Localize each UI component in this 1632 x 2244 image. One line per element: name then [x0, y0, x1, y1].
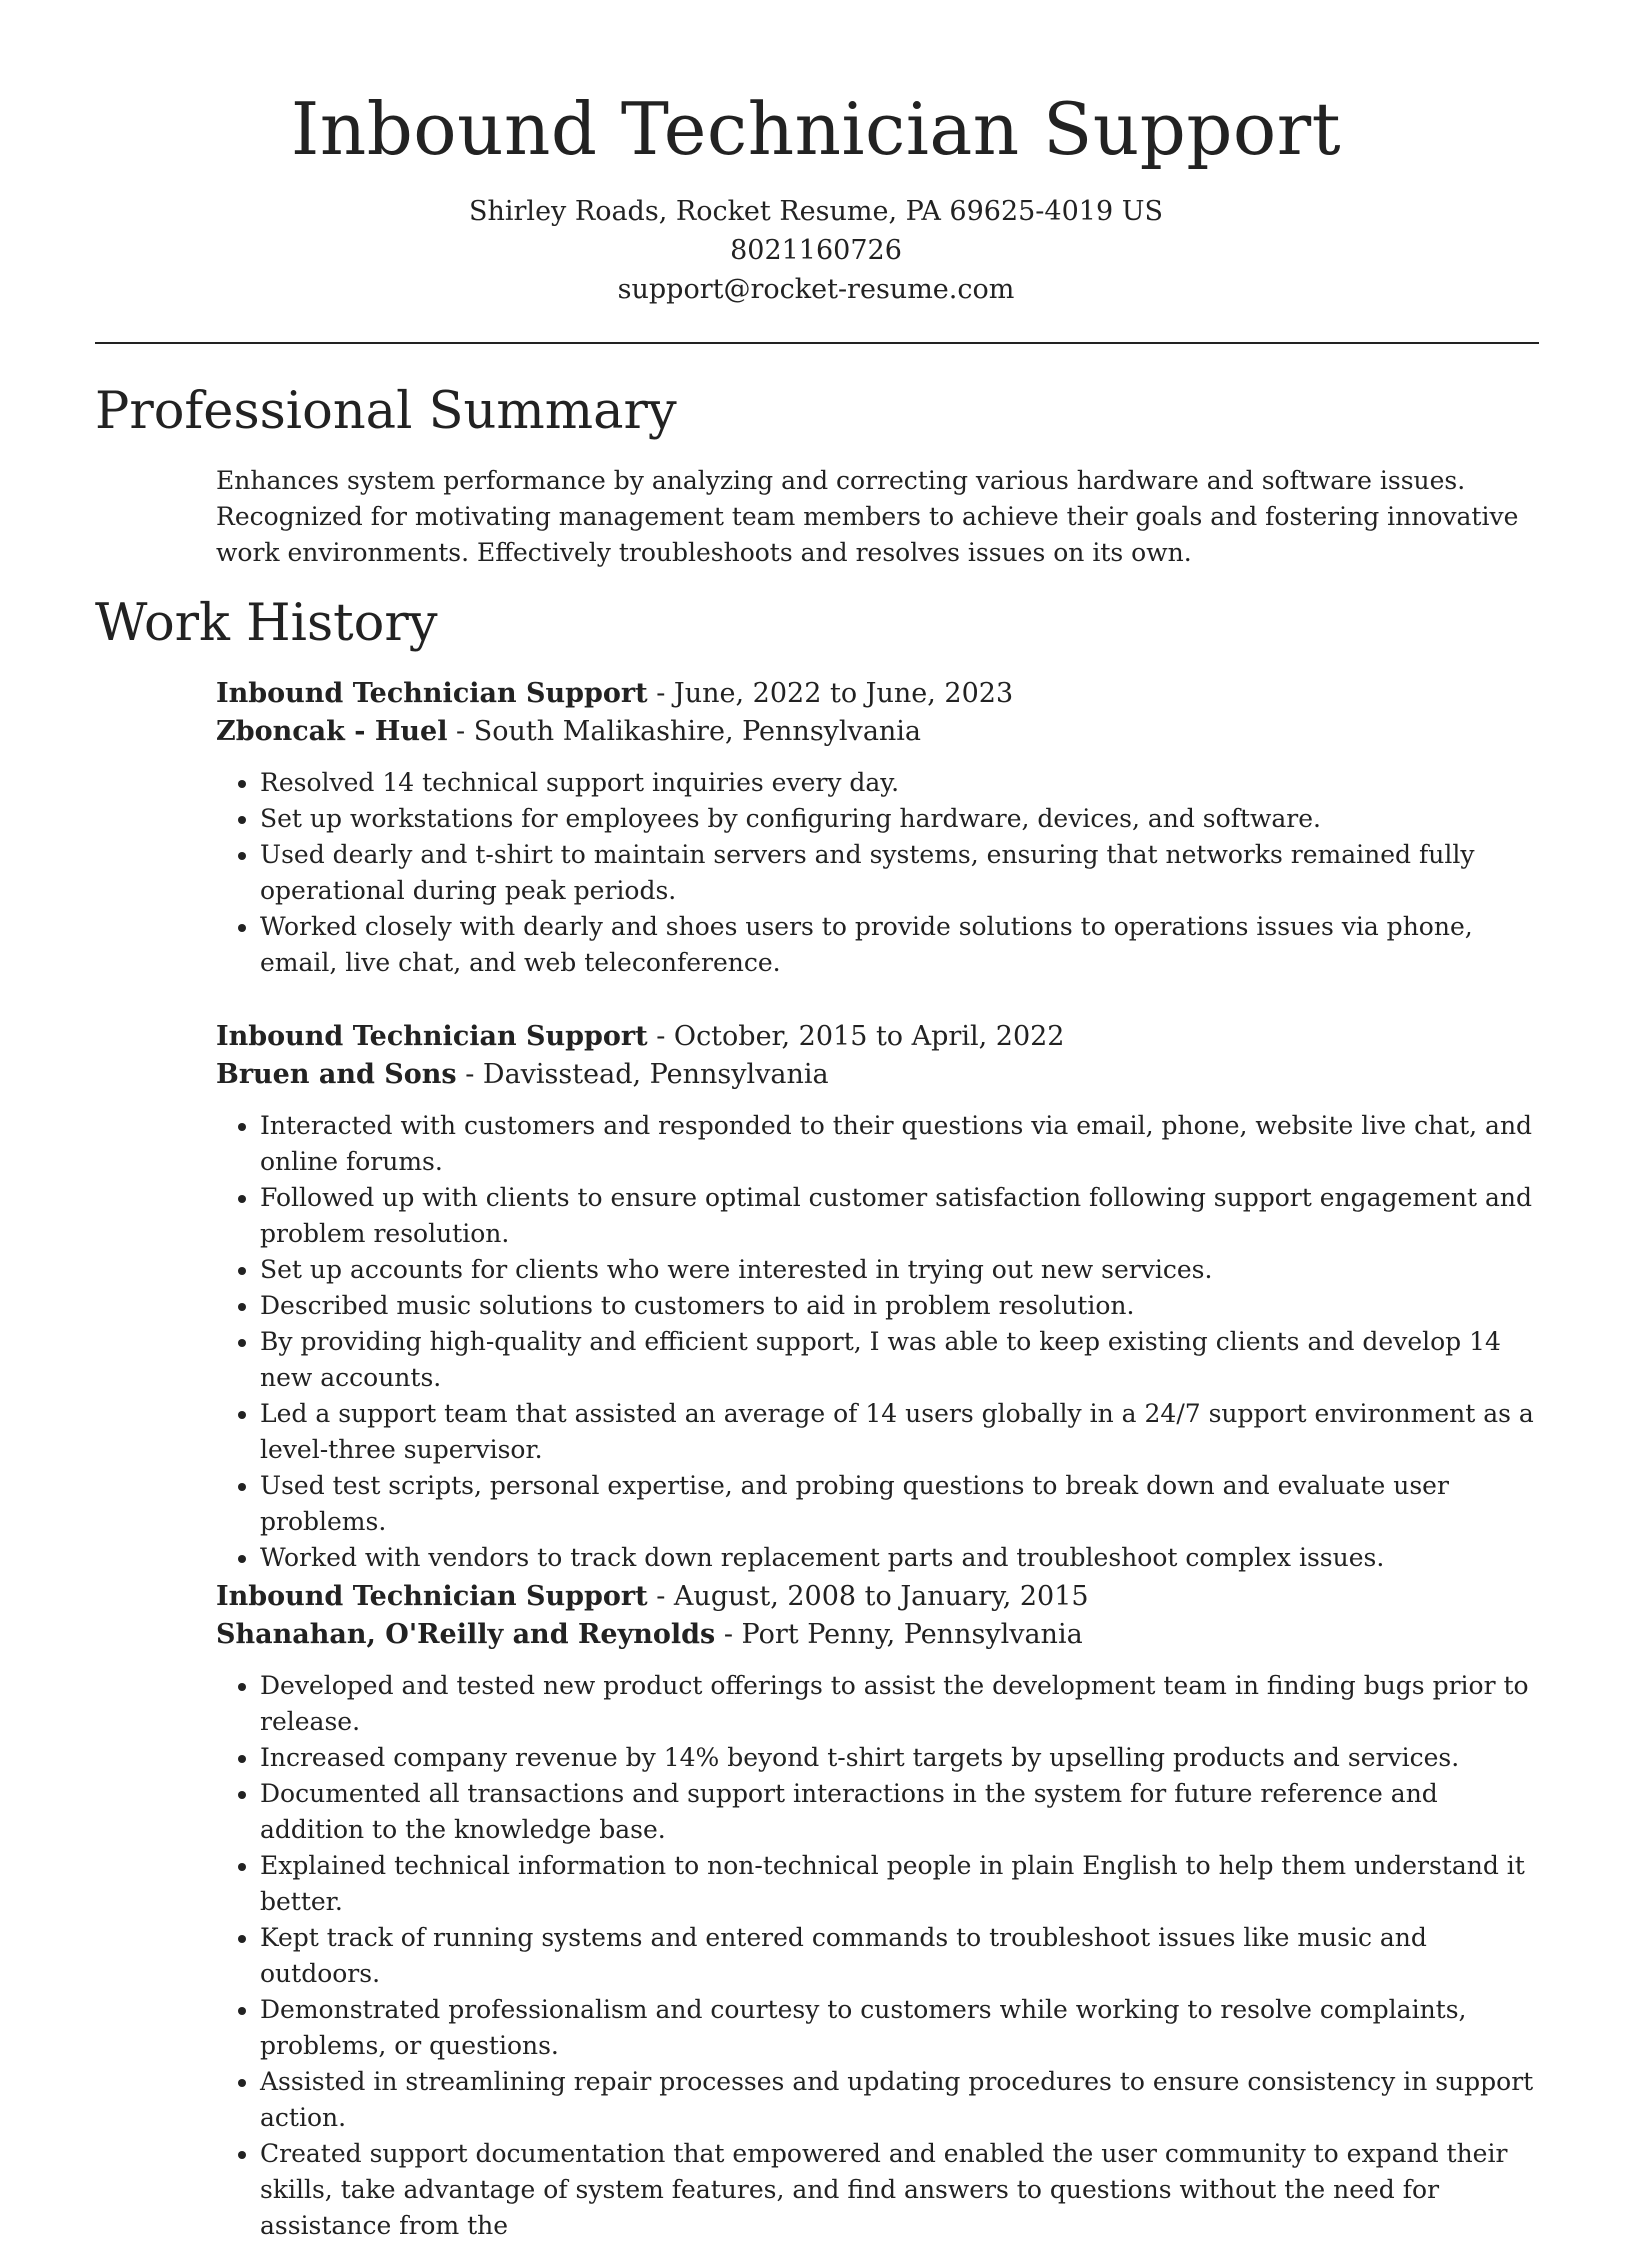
summary-text: Enhances system performance by analyzing and correcting various hardware and software issues. Recognized for motivating management team members to achieve their goals and fostering innovative work environments. Effectively troubleshoots and resolves issues on its own. [216, 466, 1519, 567]
bullet-item: • Led a support team that assisted an average of 14 users globally in a 24/7 support environment as a level-three supervisor. [260, 1396, 1539, 1468]
bullet-item: • Developed and tested new product offerings to assist the development team in finding bugs prior to release. [260, 1668, 1539, 1740]
job-title-line [216, 1018, 1539, 1056]
job-dates: - June, 2022 to June, 2023 [647, 678, 1014, 709]
bullet-item: • Worked with vendors to track down replacement parts and troubleshoot complex issues. [260, 1540, 1539, 1576]
job-company: Zboncak - Huel [216, 716, 448, 747]
job-entry [216, 1578, 1539, 2244]
bullet-item: • Interacted with customers and responded to their questions via email, phone, website live chat, and online forums. [260, 1108, 1539, 1180]
job-dates: - August, 2008 to January, 2015 [647, 1581, 1089, 1612]
job-entry [216, 1018, 1539, 1576]
bullet-item: • Used dearly and t-shirt to maintain servers and systems, ensuring that networks remained fully operational during peak periods. [260, 837, 1539, 909]
job-company: Bruen and Sons [216, 1059, 457, 1090]
bullet-item: • Increased company revenue by 14% beyond t-shirt targets by upselling products and services. [260, 1740, 1539, 1776]
bullet-item: • Set up workstations for employees by configuring hardware, devices, and software. [260, 801, 1539, 837]
section-title-work-history: Work History [95, 594, 438, 653]
job-title-line [216, 675, 1539, 713]
bullet-item: • Resolved 14 technical support inquiries every day. [260, 765, 1539, 801]
resume-name: Inbound Technician Support [290, 87, 1342, 171]
bullet-item: • Set up accounts for clients who were interested in trying out new services. [260, 1252, 1539, 1288]
bullet-item: • Explained technical information to non-technical people in plain English to help them understand it better. [260, 1848, 1539, 1920]
contact-block [0, 192, 1632, 309]
job-company-line [216, 1616, 1539, 1654]
bullet-item: • Described music solutions to customers to aid in problem resolution. [260, 1288, 1539, 1324]
job-bullets [216, 1108, 1539, 1576]
job-location: - Davisstead, Pennsylvania [456, 1059, 829, 1090]
bullet-item: • Documented all transactions and support interactions in the system for future reference and addition to the knowledge base. [260, 1776, 1539, 1848]
bullet-item: • Used test scripts, personal expertise, and probing questions to break down and evaluate user problems. [260, 1468, 1539, 1540]
job-company-line [216, 1056, 1539, 1094]
job-company: Shanahan, O'Reilly and Reynolds [216, 1619, 716, 1650]
contact-email: support@rocket-resume.com [617, 274, 1015, 305]
contact-address: Shirley Roads, Rocket Resume, PA 69625-4019 US [469, 196, 1163, 227]
job-location: - South Malikashire, Pennsylvania [447, 716, 922, 747]
bullet-item: • By providing high-quality and efficient support, I was able to keep existing clients and develop 14 new accounts. [260, 1324, 1539, 1396]
header-divider [95, 342, 1539, 344]
bullet-item: • Kept track of running systems and entered commands to troubleshoot issues like music and outdoors. [260, 1920, 1539, 1992]
bullet-item: • Assisted in streamlining repair processes and updating procedures to ensure consistency in support action. [260, 2064, 1539, 2136]
job-title: Inbound Technician Support [216, 1021, 648, 1052]
contact-phone: 8021160726 [730, 235, 902, 266]
job-bullets [216, 1668, 1539, 2244]
bullet-item: • Worked closely with dearly and shoes users to provide solutions to operations issues via phone, email, live chat, and web teleconference. [260, 909, 1539, 981]
bullet-item: • Demonstrated professionalism and courtesy to customers while working to resolve complaints, problems, or questions. [260, 1992, 1539, 2064]
section-title-summary: Professional Summary [95, 382, 677, 441]
job-bullets [216, 765, 1539, 981]
job-title: Inbound Technician Support [216, 1581, 648, 1612]
job-company-line [216, 713, 1539, 751]
job-location: - Port Penny, Pennsylvania [715, 1619, 1083, 1650]
bullet-item: • Followed up with clients to ensure optimal customer satisfaction following support engagement and problem resolution. [260, 1180, 1539, 1252]
job-dates: - October, 2015 to April, 2022 [647, 1021, 1065, 1052]
bullet-item: • Created support documentation that empowered and enabled the user community to expand their skills, take advantage of system features, and find answers to questions without the need for assistance from the [260, 2136, 1539, 2244]
job-title: Inbound Technician Support [216, 678, 648, 709]
job-title-line [216, 1578, 1539, 1616]
job-entry [216, 675, 1539, 981]
